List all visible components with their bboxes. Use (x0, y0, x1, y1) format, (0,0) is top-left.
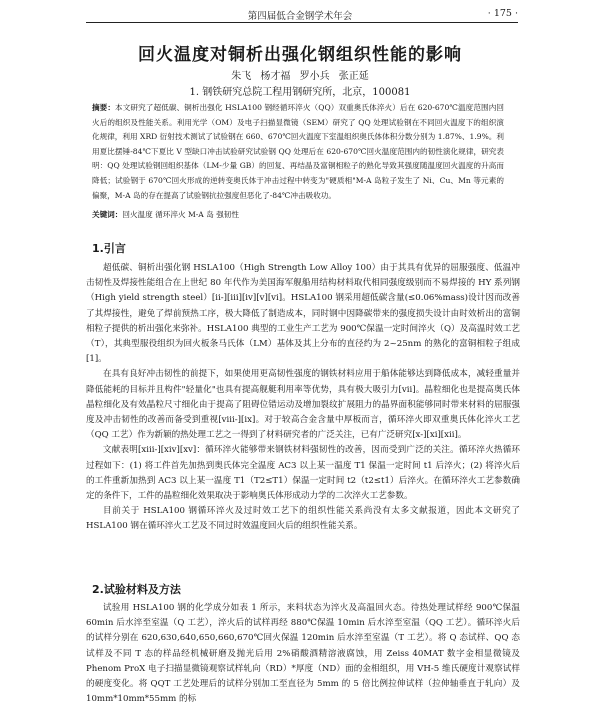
section-heading-introduction: 1.引言 (92, 242, 126, 255)
author-list: 朱飞 杨才福 罗小兵 张正延 (231, 71, 369, 82)
paper-title: 回火温度对铜析出强化钢组织性能的影响 (138, 45, 462, 65)
paragraph: 超低碳、铜析出强化钢 HSLA100（High Strength Low Alloy 100）由于其具有优异的屈服强度、低温冲击韧性及焊接性能组合在上世纪 80 年代作为美国海军舰船用结构材料取代相同强度级别而不易焊接的 HY 系列钢（High yield strength steel）[ii-][iii][iv][v][vi]。HSLA100 钢采用超低碳含量(≤0.06%mass)设计因而改善了其焊接性，避免了焊前预热工序，极大降低了制造成本，同时钢中因降碳带来的强度损失设计由时效析出的富铜相粒子提供的析出强化来弥补。HSLA100 典型的工业生产工艺为 900℃保温一定时间淬火（Q）及高温时效工艺（T），其典型服役组织为回火板条马氏体（LM）基体及其上分布的直径约为 2~25nm 的熟化的富铜相粒子组成[1]。 (86, 263, 520, 365)
materials-methods-body (86, 601, 520, 707)
paragraph: 文献表明[xiii-][xiv][xv]：循环淬火能够带来钢铁材料强韧性的改善，因而受到广泛的关注。循环淬火热循环过程如下：(1) 将工件首先加热到奥氏体完全温度 AC3 以上某一温度 T1 保温一定时间 t1 后淬火；(2) 将淬火后的工件重新加热到 AC3 以上某一温度 T1（T2≤T1）保温一定时间 t2（t2≤t1）后淬火。在循环淬火工艺参数确定的条件下，工件的晶粒细化效果取决于影响奥氏体形成动力学的二次淬火工艺参数。 (86, 445, 520, 502)
header-rule (86, 22, 518, 23)
keywords (92, 209, 504, 220)
paragraph: 试验用 HSLA100 钢的化学成分如表 1 所示，来料状态为淬火及高温回火态。待热处理试样经 900℃保温 60min 后水淬至室温（Q 工艺），淬火后的试样再经 880℃保温 10min 后水淬至室温（QQ 工艺）。循环淬火后的试样分别在 620,630,640,650,660,670℃回火保温 120min 后水淬至室温（T 工艺）。将 Q 态试样、QQ 态试样及不同 T 态的样品经机械研磨及抛光后用 2%硝酸酒精溶液腐蚀，用 Zeiss 40MAT 数字金相显微镜及 Phenom ProX 电子扫描显微镜观察试样轧向（RD）*厚度（ND）面的金相组织，用 VH-5 维氏硬度计观察试样的硬度变化。将 QQT 工艺处理后的试样分别加工至直径为 5mm 的 5 倍比例拉伸试样（拉伸轴垂直于轧向）及 10mm*10mm*55mm 的标 (86, 603, 520, 705)
abstract-label: 摘要： (92, 103, 116, 112)
running-header (86, 8, 518, 22)
running-title: 第四届低合金钢学术年会 (247, 11, 353, 22)
abstract-text: 本文研究了超低碳、铜析出强化 HSLA100 钢经循环淬火（QQ）双重奥氏体淬火）后在 620-670℃温度范围内回火后的组织及性能关系。利用光学（OM）及电子扫描显微镜（SEM）研究了 QQ 处理试验钢在不同回火温度下的组织演化规律，利用 XRD 衍射技术测试了试验钢在 660、670℃回火温度下室温组织奥氏体体积分数分别为 1.87%、1.9%。利用夏比摆锤-84℃下夏比 V 型缺口冲击试验研究试验钢 QQ 处理后在 620-670℃回火温度范围内的韧性演化规律，研究表明：QQ 处理试验钢回组织基体（LM-少量 GB）的回复、再结晶及富铜相粒子的熟化导致其强度随温度回火温度的升高而降低；试验钢于 670℃回火形成的逆转变奥氏体于冲击过程中转变为"硬质相"M-A 岛粒子发生了 Ni、Cu、Mn 等元素的偏聚，M-A 岛的存在提高了试验钢抗拉强度但恶化了-84℃冲击吸收功。 (92, 103, 504, 200)
paragraph: 在具有良好冲击韧性的前提下，如果使用更高韧性强度的钢铁材料应用于船体能够达到降低成本，减轻重量并降低能耗的目标并且构件"轻量化"也具有提高舰艇利用率等优势，具有极大吸引力[vii]。晶粒细化也是提高奥氏体晶粒细化及有效晶粒尺寸细化由于提高了阻碍位错运动及增加裂纹扩展阻力的晶界面积能够同时带来材料的屈服强度及冲击韧性的改善而备受到重视[viii-][ix]。对于较高合金含量中厚板而言，循环淬火即双重奥氏体化淬火工艺（QQ 工艺）作为新颖的热处理工艺之一得到了材料研究者的广泛关注，已有广泛研究[x-][xi][xii]。 (86, 369, 520, 441)
keywords-label: 关键词： (92, 210, 123, 219)
abstract (92, 101, 504, 203)
affiliation: 1. 钢铁研究总院工程用钢研究所，北京，100081 (189, 87, 411, 98)
paragraph: 目前关于 HSLA100 钢循环淬火及过时效工艺下的组织性能关系尚没有太多文献报道，因此本文研究了 HSLA100 钢在循环淬火工艺及不同过时效温度回火后的组织性能关系。 (86, 506, 520, 532)
introduction-body (86, 261, 520, 535)
section-heading-materials-methods: 2.试验材料及方法 (92, 583, 181, 596)
page-number: · 175 · (487, 8, 518, 19)
keywords-text: 回火温度 循环淬火 M-A 岛 强韧性 (122, 210, 239, 219)
